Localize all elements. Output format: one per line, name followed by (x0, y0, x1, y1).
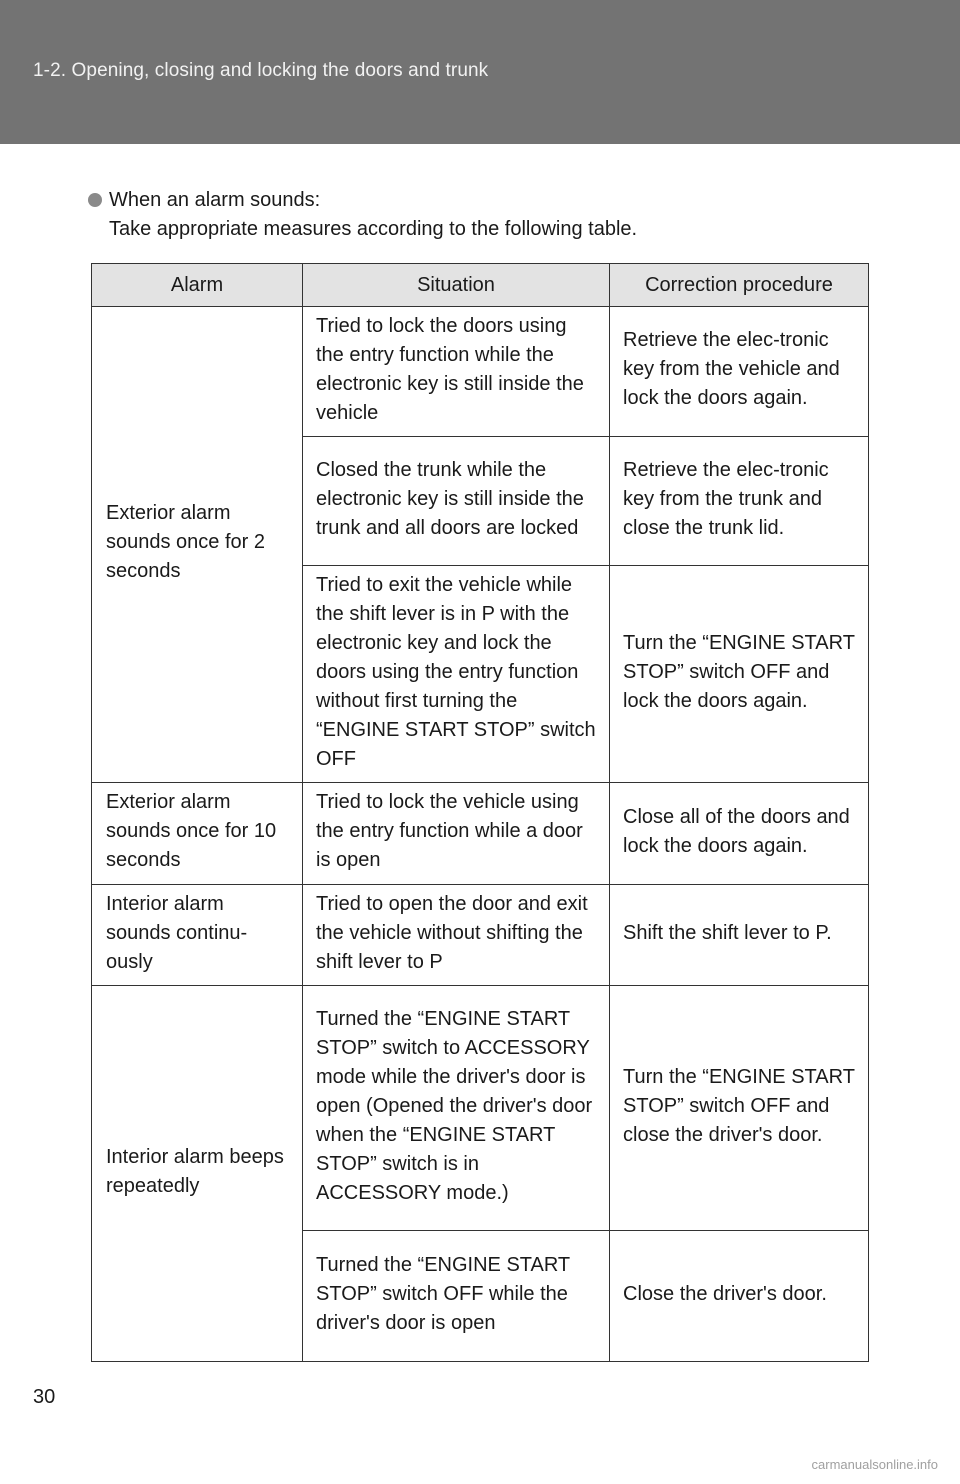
column-header-situation: Situation (303, 264, 610, 307)
correction-cell: Retrieve the elec-tronic key from the trunk and close the trunk lid. (610, 437, 869, 566)
column-header-alarm: Alarm (92, 264, 303, 307)
intro-text: Take appropriate measures according to the following table. (109, 218, 638, 240)
situation-cell: Turned the “ENGINE START STOP” switch OFF while the driver's door is open (303, 1231, 610, 1362)
column-header-correction: Correction procedure (610, 264, 869, 307)
correction-cell: Close all of the doors and lock the doors again. (610, 783, 869, 885)
situation-cell: Closed the trunk while the electronic key is still inside the trunk and all doors are locked (303, 437, 610, 566)
alarm-table (91, 263, 869, 1362)
correction-cell: Close the driver's door. (610, 1231, 869, 1362)
situation-cell: Tried to exit the vehicle while the shift lever is in P with the electronic key and lock the doors using the entry function without first turning the “ENGINE START STOP” switch OFF (303, 566, 610, 783)
situation-cell: Turned the “ENGINE START STOP” switch to ACCESSORY mode while the driver's door is open (Opened the driver's door when the “ENGINE START STOP” switch is in ACCESSORY mode.) (303, 986, 610, 1231)
table-row (92, 783, 869, 885)
page-number: 30 (33, 1386, 56, 1408)
correction-cell: Turn the “ENGINE START STOP” switch OFF and close the driver's door. (610, 986, 869, 1231)
situation-cell: Tried to lock the vehicle using the entry function while a door is open (303, 783, 610, 885)
bullet-icon (88, 193, 102, 207)
alarm-cell: Interior alarm sounds continu-ously (92, 885, 303, 986)
alarm-cell: Exterior alarm sounds once for 10 seconds (92, 783, 303, 885)
table-row (92, 885, 869, 986)
correction-cell: Shift the shift lever to P. (610, 885, 869, 986)
table-header-row (92, 264, 869, 307)
section-title: 1-2. Opening, closing and locking the doors and trunk (33, 60, 489, 81)
intro-heading: When an alarm sounds: (109, 189, 321, 211)
table-row (92, 986, 869, 1231)
correction-cell: Retrieve the elec-tronic key from the vehicle and lock the doors again. (610, 307, 869, 437)
watermark: carmanualsonline.info (811, 1457, 938, 1472)
correction-cell: Turn the “ENGINE START STOP” switch OFF and lock the doors again. (610, 566, 869, 783)
situation-cell: Tried to open the door and exit the vehicle without shifting the shift lever to P (303, 885, 610, 986)
alarm-cell: Exterior alarm sounds once for 2 seconds (92, 307, 303, 783)
alarm-intro (88, 186, 888, 244)
alarm-cell: Interior alarm beeps repeatedly (92, 986, 303, 1362)
table-row (92, 307, 869, 437)
situation-cell: Tried to lock the doors using the entry function while the electronic key is still inside the vehicle (303, 307, 610, 437)
page-header (0, 0, 960, 144)
